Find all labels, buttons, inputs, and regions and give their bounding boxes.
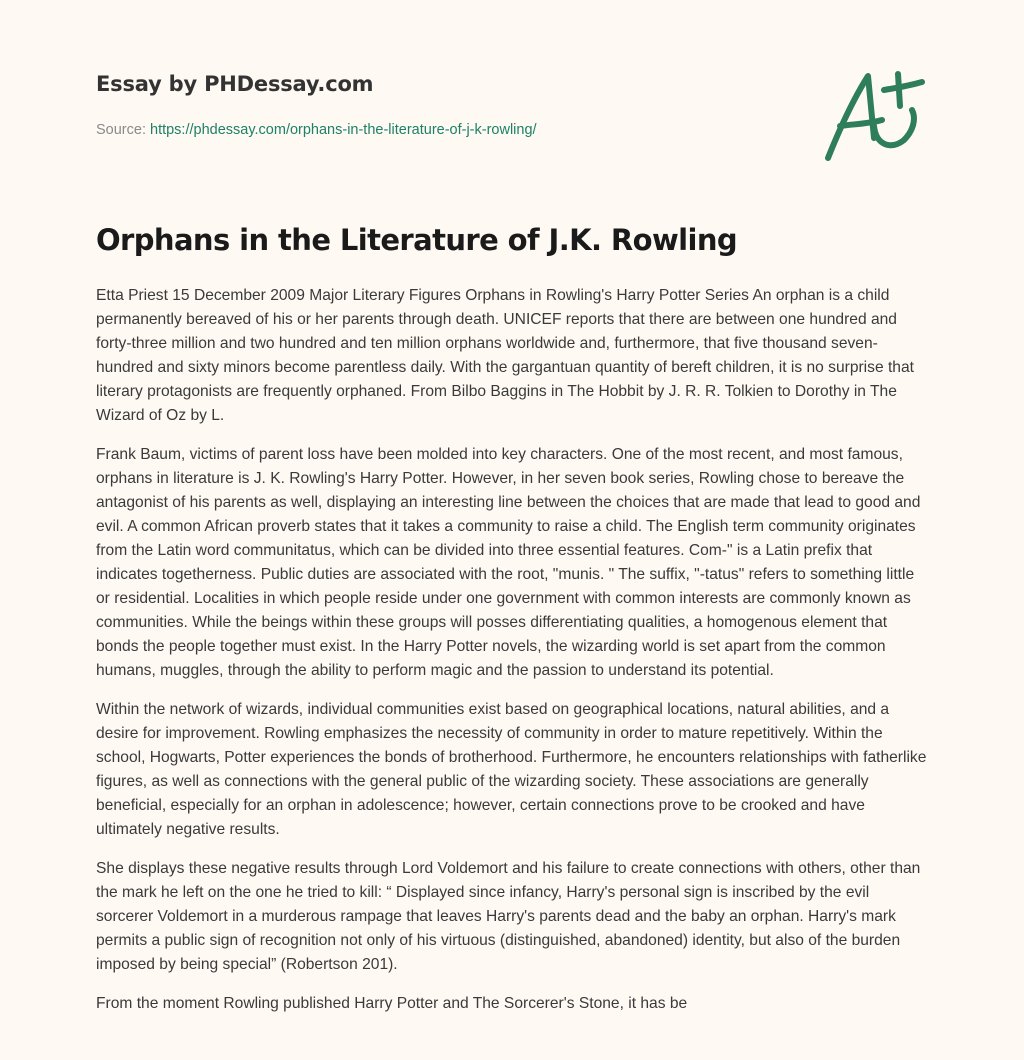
a-plus-grade-icon bbox=[818, 66, 930, 166]
article-title: Orphans in the Literature of J.K. Rowling bbox=[96, 223, 738, 257]
source-label: Source: bbox=[96, 122, 150, 138]
paragraph: She displays these negative results through Lord Voldemort and his failure to create connections with others, other than the mark he left on the one he tried to kill: “ Displayed since infancy, Harry's personal sign is inscribed by the evil sorcerer Voldemort in a murderous rampage that leaves Harry's parents dead and the baby an orphan. Harry's mark permits a public sign of recognition not only of his virtuous (distinguished, abandoned) identity, but also of the burden imposed by being special” (Robertson 201). bbox=[96, 860, 921, 973]
source-link[interactable]: https://phdessay.com/orphans-in-the-literature-of-j-k-rowling/ bbox=[150, 122, 537, 138]
paragraph: From the moment Rowling published Harry Potter and The Sorcerer's Stone, it has be bbox=[96, 995, 688, 1012]
paragraph: Frank Baum, victims of parent loss have been molded into key characters. One of the most recent, and most famous, orphans in literature is J. K. Rowling's Harry Potter. However, in her seven book series, Rowling chose to bereave the antagonist of his parents as well, displaying an interesting line between the choices that are made that lead to good and evil. A common African proverb states that it takes a community to raise a child. The English term community originates from the Latin word communitatus, which can be divided into three essential features. Com-" is a Latin prefix that indicates togetherness. Public duties are associated with the root, "munis. " The suffix, "-tatus" refers to something little or residential. Localities in which people reside under one government with common interests are commonly known as communities. While the beings within these groups will posses differentiating qualities, a homogenous element that bonds the people together must exist. In the Harry Potter novels, the wizarding world is set apart from the common humans, muggles, through the ability to perform magic and the passion to understand its potential. bbox=[96, 446, 921, 679]
page-header bbox=[96, 72, 796, 138]
source-line bbox=[96, 122, 796, 138]
site-title: Essay by PHDessay.com bbox=[96, 72, 374, 96]
article-body bbox=[96, 284, 928, 1031]
paragraph: Within the network of wizards, individual communities exist based on geographical locations, natural abilities, and a desire for improvement. Rowling emphasizes the necessity of community in order to mature repetitively. Within the school, Hogwarts, Potter experiences the bonds of brotherhood. Furthermore, he encounters relationships with fatherlike figures, as well as connections with the general public of the wizarding society. These associations are generally beneficial, especially for an orphan in adolescence; however, certain connections prove to be crooked and have ultimately negative results. bbox=[96, 701, 927, 838]
paragraph: Etta Priest 15 December 2009 Major Literary Figures Orphans in Rowling's Harry Potter Series An orphan is a child permanently bereaved of his or her parents through death. UNICEF reports that there are between one hundred and forty-three million and two hundred and ten million orphans worldwide and, furthermore, that five thousand seven-hundred and sixty minors become parentless daily. With the gargantuan quantity of bereft children, it is no surprise that literary protagonists are frequently orphaned. From Bilbo Baggins in The Hobbit by J. R. R. Tolkien to Dorothy in The Wizard of Oz by L. bbox=[96, 287, 914, 424]
